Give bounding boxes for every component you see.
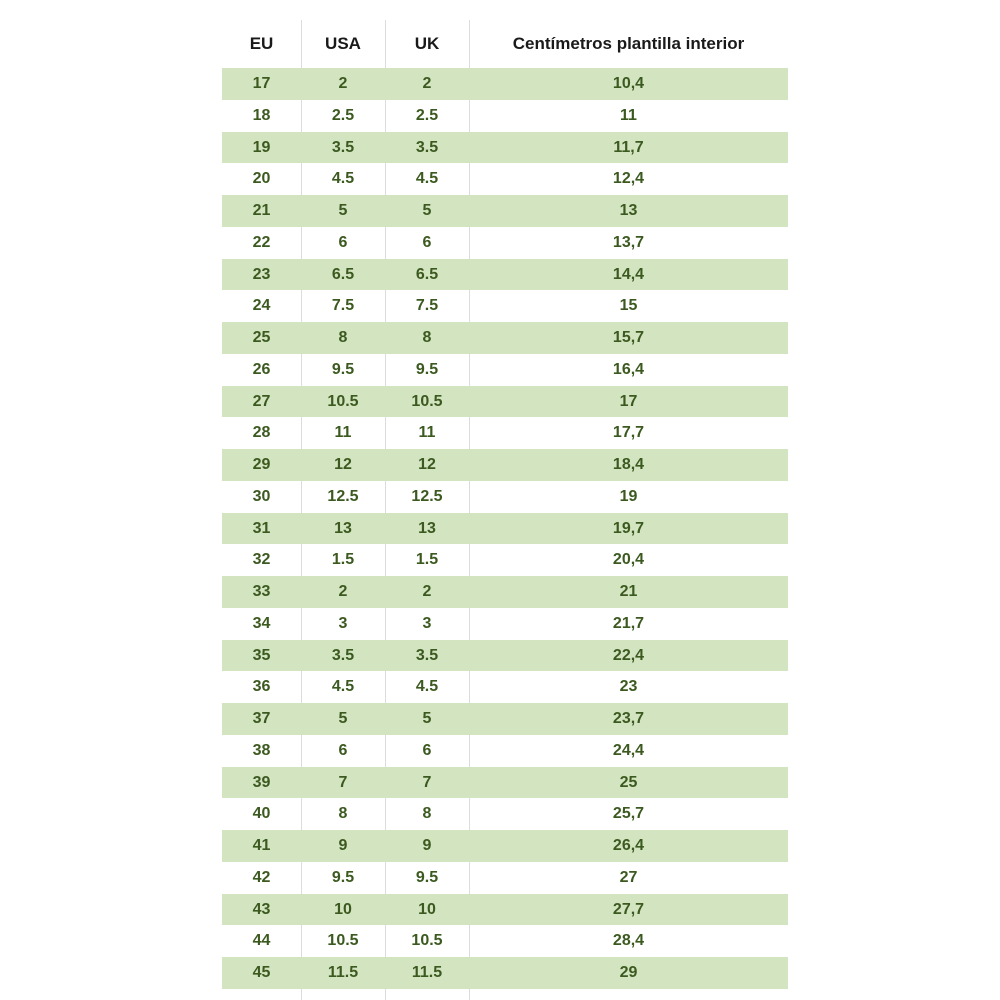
table-row <box>222 957 788 989</box>
table-row <box>222 259 788 291</box>
header-eu: EU <box>249 34 274 53</box>
cell-usa: 3 <box>338 614 348 632</box>
table-row <box>222 354 788 386</box>
cell-uk: 6 <box>422 741 432 759</box>
table-row <box>222 735 788 767</box>
cell-cm: 18,4 <box>612 456 645 473</box>
cell-eu: 30 <box>252 487 271 505</box>
table-row <box>222 322 788 354</box>
cell-cm: 16,4 <box>612 360 645 378</box>
cell-uk: 3 <box>422 614 432 632</box>
cell-eu: 20 <box>252 170 271 188</box>
cell-eu: 24 <box>252 297 271 315</box>
cell-cm: 17,7 <box>612 424 645 442</box>
cell-eu: 19 <box>252 138 271 156</box>
cell-usa: 9.5 <box>331 360 355 378</box>
table-row <box>222 417 788 449</box>
cell-uk: 6.5 <box>415 265 439 283</box>
table-row <box>222 132 788 164</box>
cell-eu: 36 <box>252 678 271 696</box>
table-row <box>222 703 788 735</box>
cell-eu: 21 <box>252 202 271 219</box>
cell-uk: 12.5 <box>411 487 443 505</box>
cell-eu: 29 <box>252 456 271 473</box>
cell-cm: 13 <box>619 202 638 219</box>
table-row <box>222 640 788 672</box>
cell-uk: 1.5 <box>415 551 439 569</box>
cell-uk: 2 <box>422 583 432 600</box>
cell-usa: 1.5 <box>331 551 355 569</box>
table-row <box>222 195 788 227</box>
cell-eu: 31 <box>252 519 271 537</box>
cell-uk: 8 <box>422 329 432 346</box>
cell-uk: 4.5 <box>415 678 439 696</box>
table-row <box>222 925 788 957</box>
cell-eu: 33 <box>252 583 271 600</box>
table-row <box>222 862 788 894</box>
cell-eu: 27 <box>252 392 271 410</box>
cell-usa: 7.5 <box>331 297 355 315</box>
cell-cm: 13,7 <box>612 233 645 251</box>
cell-cm: 15,7 <box>612 329 645 346</box>
cell-usa: 12.5 <box>327 487 359 505</box>
cell-cm: 24,4 <box>612 741 645 759</box>
cell-uk: 10.5 <box>411 392 443 410</box>
table-row <box>222 544 788 576</box>
cell-cm: 10,4 <box>612 75 645 92</box>
cell-eu: 26 <box>252 360 271 378</box>
cell-usa: 10.5 <box>327 392 359 410</box>
cell-cm: 27,7 <box>612 900 645 918</box>
table-row <box>222 227 788 259</box>
cell-cm: 23,7 <box>612 710 645 727</box>
cell-uk: 7 <box>422 773 432 791</box>
table-row <box>222 449 788 481</box>
cell-usa: 7 <box>338 773 348 791</box>
table-row <box>222 608 788 640</box>
cell-eu: 38 <box>252 741 271 759</box>
cell-eu: 35 <box>252 646 271 664</box>
table-row <box>222 481 788 513</box>
cell-cm: 15 <box>619 297 638 315</box>
cell-cm: 21 <box>619 583 638 600</box>
cell-cm: 11,7 <box>613 138 644 156</box>
cell-cm: 11 <box>620 106 637 124</box>
cell-eu: 43 <box>252 900 271 918</box>
cell-usa: 6 <box>338 741 348 759</box>
cell-uk: 12 <box>418 456 436 473</box>
cell-cm: 28,4 <box>612 932 645 950</box>
cell-usa: 8 <box>338 805 348 823</box>
cell-eu: 25 <box>252 329 271 346</box>
cell-uk: 9.5 <box>415 360 439 378</box>
cell-cm: 25 <box>619 773 638 791</box>
cell-eu: 18 <box>252 106 271 124</box>
cell-uk: 3.5 <box>415 646 439 664</box>
table-row <box>222 163 788 195</box>
table-header-row <box>222 20 788 68</box>
table-row <box>222 513 788 545</box>
cell-uk: 5 <box>422 202 432 219</box>
cell-usa: 2.5 <box>331 106 355 124</box>
cell-cm: 17 <box>619 392 638 410</box>
cell-usa: 13 <box>334 519 352 537</box>
cell-usa: 11.5 <box>327 964 359 981</box>
cell-uk: 11.5 <box>411 964 443 981</box>
cell-eu: 34 <box>252 614 271 632</box>
cell-cm: 21,7 <box>612 614 645 632</box>
cell-usa: 10.5 <box>327 932 359 950</box>
cell-uk: 7.5 <box>415 297 439 315</box>
cell-usa: 12 <box>334 456 352 473</box>
cell-usa: 11 <box>334 424 352 442</box>
cell-eu: 32 <box>252 551 271 569</box>
cell-usa: 3.5 <box>331 138 355 156</box>
cell-usa: 10 <box>334 900 352 918</box>
cell-usa: 5 <box>338 202 348 219</box>
cell-uk: 8 <box>422 805 432 823</box>
cell-cm: 29 <box>619 964 638 981</box>
cell-uk: 4.5 <box>415 170 439 188</box>
cell-cm: 27 <box>619 868 638 886</box>
cell-cm: 19,7 <box>612 519 645 537</box>
cell-eu: 44 <box>252 932 271 950</box>
table-row <box>222 100 788 132</box>
size-chart-table <box>222 20 788 989</box>
cell-cm: 23 <box>619 678 638 696</box>
cell-uk: 5 <box>422 710 432 727</box>
cell-cm: 19 <box>619 487 638 505</box>
cell-eu: 42 <box>252 868 271 886</box>
table-row <box>222 798 788 830</box>
cell-uk: 13 <box>418 519 436 537</box>
cell-eu: 37 <box>252 710 271 727</box>
cell-eu: 40 <box>252 805 271 823</box>
cell-eu: 28 <box>252 424 271 442</box>
table-row <box>222 767 788 799</box>
cell-uk: 10 <box>418 900 436 918</box>
table-row <box>222 671 788 703</box>
cell-uk: 11 <box>418 424 436 442</box>
cell-usa: 2 <box>338 583 348 600</box>
cell-cm: 14,4 <box>612 265 645 283</box>
cell-cm: 20,4 <box>612 551 645 569</box>
cell-cm: 12,4 <box>612 170 645 188</box>
cell-usa: 6.5 <box>331 265 355 283</box>
cell-uk: 9.5 <box>415 868 439 886</box>
cell-uk: 2.5 <box>415 106 439 124</box>
cell-usa: 2 <box>338 75 348 92</box>
table-row <box>222 290 788 322</box>
cell-uk: 6 <box>422 233 432 251</box>
cell-eu: 39 <box>252 773 271 791</box>
cell-uk: 9 <box>422 837 432 854</box>
cell-usa: 4.5 <box>331 170 355 188</box>
table-row <box>222 68 788 100</box>
cell-usa: 8 <box>338 329 348 346</box>
cell-eu: 45 <box>252 964 271 981</box>
cell-usa: 3.5 <box>331 646 355 664</box>
cell-usa: 9.5 <box>331 868 355 886</box>
cell-usa: 9 <box>338 837 348 854</box>
cell-uk: 2 <box>422 75 432 92</box>
cell-eu: 22 <box>252 233 271 251</box>
cell-cm: 22,4 <box>612 646 645 664</box>
table-body <box>222 68 788 989</box>
cell-usa: 4.5 <box>331 678 355 696</box>
cell-cm: 25,7 <box>612 805 645 823</box>
cell-eu: 41 <box>252 837 271 854</box>
cell-cm: 26,4 <box>612 837 645 854</box>
table-row <box>222 576 788 608</box>
header-cm: Centímetros plantilla interior <box>512 34 745 53</box>
cell-uk: 3.5 <box>415 138 439 156</box>
cell-eu: 17 <box>252 75 271 92</box>
table-row <box>222 386 788 418</box>
table-row <box>222 830 788 862</box>
cell-uk: 10.5 <box>411 932 443 950</box>
cell-usa: 5 <box>338 710 348 727</box>
cell-usa: 6 <box>338 233 348 251</box>
table-row <box>222 894 788 926</box>
header-uk: UK <box>414 34 440 53</box>
cell-eu: 23 <box>252 265 271 283</box>
header-usa: USA <box>325 34 361 53</box>
